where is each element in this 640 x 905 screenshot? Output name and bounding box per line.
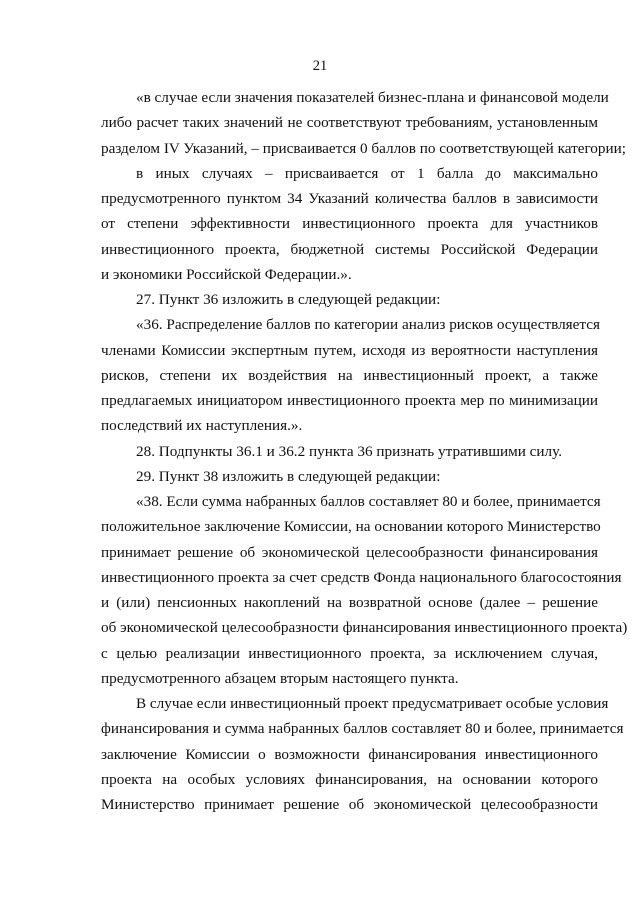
text-line: проекта на особых условиях финансирования, на основании которого (101, 770, 598, 788)
text-line: членами Комиссии экспертным путем, исходя из вероятности наступления (101, 341, 598, 359)
text-line: «36. Распределение баллов по категории анализ рисков осуществляется (136, 316, 600, 334)
text-line: инвестиционного проекта, бюджетной системы Российской Федерации (101, 240, 598, 258)
text-line: принимает решение об экономической целесообразности финансирования (101, 543, 598, 561)
text-line: предусмотренного абзацем вторым настоящего пункта. (101, 669, 459, 687)
text-line: в иных случаях – присваивается от 1 балла до максимально (136, 164, 598, 182)
text-line: предлагаемых инициатором инвестиционного проекта мер по минимизации (101, 392, 598, 409)
text-line: «в случае если значения показателей бизнес-плана и финансовой модели (136, 89, 609, 106)
text-line: В случае если инвестиционный проект предусматривает особые условия (136, 695, 609, 712)
text-line: положительное заключение Комиссии, на основании которого Министерство (101, 518, 601, 536)
text-line: предусмотренного пунктом 34 Указаний количества баллов в зависимости (101, 190, 598, 207)
text-line: 29. Пункт 38 изложить в следующей редакции: (136, 467, 441, 485)
text-line: финансирования и сумма набранных баллов составляет 80 и более, принимается (101, 720, 624, 738)
text-line: 28. Подпункты 36.1 и 36.2 пункта 36 признать утратившими силу. (136, 442, 562, 460)
page-number: 21 (312, 58, 328, 74)
text-line: с целью реализации инвестиционного проекта, за исключением случая, (101, 644, 598, 662)
text-line: заключение Комиссии о возможности финансирования инвестиционного (101, 745, 598, 763)
text-line: и экономики Российской Федерации.». (101, 265, 352, 283)
text-line: об экономической целесообразности финансирования инвестиционного проекта) (101, 619, 628, 637)
text-line: «38. Если сумма набранных баллов составляет 80 и более, принимается (136, 493, 601, 510)
document-body (101, 85, 628, 817)
text-line: инвестиционного проекта за счет средств Фонда национального благосостояния (101, 568, 622, 586)
text-line: Министерство принимает решение об экономической целесообразности (101, 796, 598, 813)
text-line: разделом IV Указаний, – присваивается 0 баллов по соответствующей категории; (101, 139, 626, 157)
text-line: последствий их наступления.». (101, 417, 303, 435)
text-line: либо расчет таких значений не соответствуют требованиям, установленным (101, 114, 598, 132)
text-line: 27. Пункт 36 изложить в следующей редакции: (136, 291, 441, 308)
text-line: рисков, степени их воздействия на инвестиционный проект, а также (101, 366, 598, 384)
text-line: от степени эффективности инвестиционного проекта для участников (101, 215, 598, 233)
text-line: и (или) пенсионных накоплений на возвратной основе (далее – решение (101, 594, 598, 611)
